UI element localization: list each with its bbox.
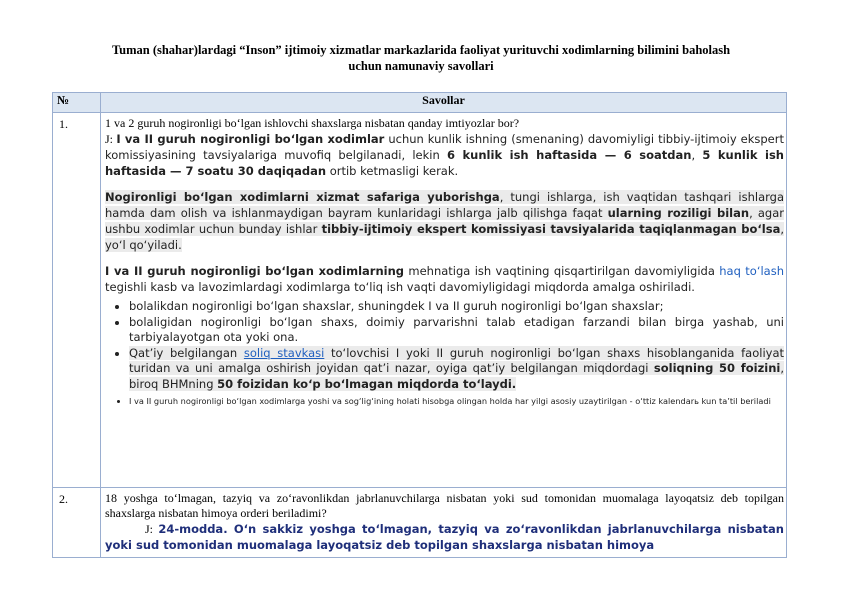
list-item: • Qat’iy belgilangan soliq stavkasi to‘lovchisi I yoki II guruh nogironligi bo‘lgan shaxs hisoblanganida faoliyat turidan va uni amalga oshirish joyidan qat’i nazar, oyiga qat’iy belgilangan miqdordagi soliqning 50 foizini, biroq BHMning 50 foizidan ko‘p bo‘lmagan miqdorda to‘laydi. — [129, 346, 784, 393]
soliq-stavkasi-link[interactable]: soliq stavkasi — [243, 345, 325, 360]
haq-tolash-link[interactable]: haq to‘lash — [719, 264, 784, 278]
page-title-line-1: Tuman (shahar)lardagi “Inson” ijtimoiy xizmatlar markazlarida faoliyat yurituvchi xodimlarning bilimini baholash — [111, 43, 731, 57]
list-item: • I va II guruh nogironligi bo‘lgan xodimlarga yoshi va sog‘lig‘ining holati hisobga olingan holda har yilgi asosiy uzaytirilgan - o‘ttiz kalendarь kun ta’til beriladi — [129, 396, 784, 407]
table-row — [53, 113, 787, 488]
questions-table — [52, 92, 787, 558]
question-text: 1 va 2 guruh nogironligi bo‘lgan ishlovchi shaxslarga nisbatan qanday imtiyozlar bor? — [105, 116, 520, 130]
list-item: • bolalikdan nogironligi bo‘lgan shaxslar, shuningdek I va II guruh nogironligi bo‘lgan shaxslar; — [129, 299, 784, 315]
table-row — [53, 488, 787, 558]
question-cell — [101, 113, 787, 488]
page-title-line-2: uchun namunaviy savollari — [348, 59, 494, 73]
page-title — [60, 42, 782, 74]
table-header-row — [53, 93, 787, 113]
list-item: • bolaligidan nogironligi bo‘lgan shaxs, doimiy parvarishni talab etadigan farzandi bilan birga yashab, uni tarbiyalayotgan ota yoki ona. — [129, 315, 784, 346]
question-cell — [101, 488, 787, 558]
answer-paragraph-3: I va II guruh nogironligi bo‘lgan xodimlarning mehnatiga ish vaqtining qisqartirilgan davomiyligida haq to‘lash tegishli kasb va lavozimlardagi xodimlarga to‘liq ish vaqti davomiyligidagi miqdorda amalga oshiriladi. — [105, 264, 784, 294]
row-number: 2. — [53, 488, 101, 558]
header-number: № — [53, 93, 101, 113]
answer-paragraph: J: 24-modda. O‘n sakkiz yoshga to‘lmagan, tazyiq va zo‘ravonlikdan jabrlanuvchilarga nisbatan yoki sud tomonidan muomalaga layoqatsiz deb topilgan shaxslarga nisbatan himoya — [105, 522, 784, 552]
benefits-list — [105, 299, 784, 407]
row-number: 1. — [53, 113, 101, 488]
answer-paragraph-1: J: I va II guruh nogironligi bo‘lgan xodimlar uchun kunlik ishning (smenaning) davomiyligi tibbiy-ijtimoiy ekspert komissiyasining tavsiyalariga muvofiq belgilanadi, lekin 6 kunlik ish haftasida — 6 soatdan, 5 kunlik ish haftasida — 7 soatu 30 daqiqadan ortib ketmasligi kerak. — [105, 132, 784, 178]
answer-paragraph-2: Nogironligi bo‘lgan xodimlarni xizmat safariga yuborishga, tungi ishlarga, ish vaqtidan tashqari ishlarga hamda dam olish va ishlanmaydigan bayram kunlaridagi ishlarga jalb qilishga faqat ularning roziligi bilan, agar ushbu xodimlar uchun bunday ishlar tibbiy-ijtimoiy ekspert komissiyasi tavsiyalarida taqiqlanmagan bo‘lsa, yo‘l qo‘yiladi. — [105, 190, 784, 252]
question-text: 18 yoshga to‘lmagan, tazyiq va zo‘ravonlikdan jabrlanuvchilarga nisbatan yoki sud tomonidan muomalaga layoqatsiz deb topilgan shaxslarga nisbatan himoya orderi beriladimi? — [105, 491, 784, 520]
header-questions: Savollar — [101, 93, 787, 113]
